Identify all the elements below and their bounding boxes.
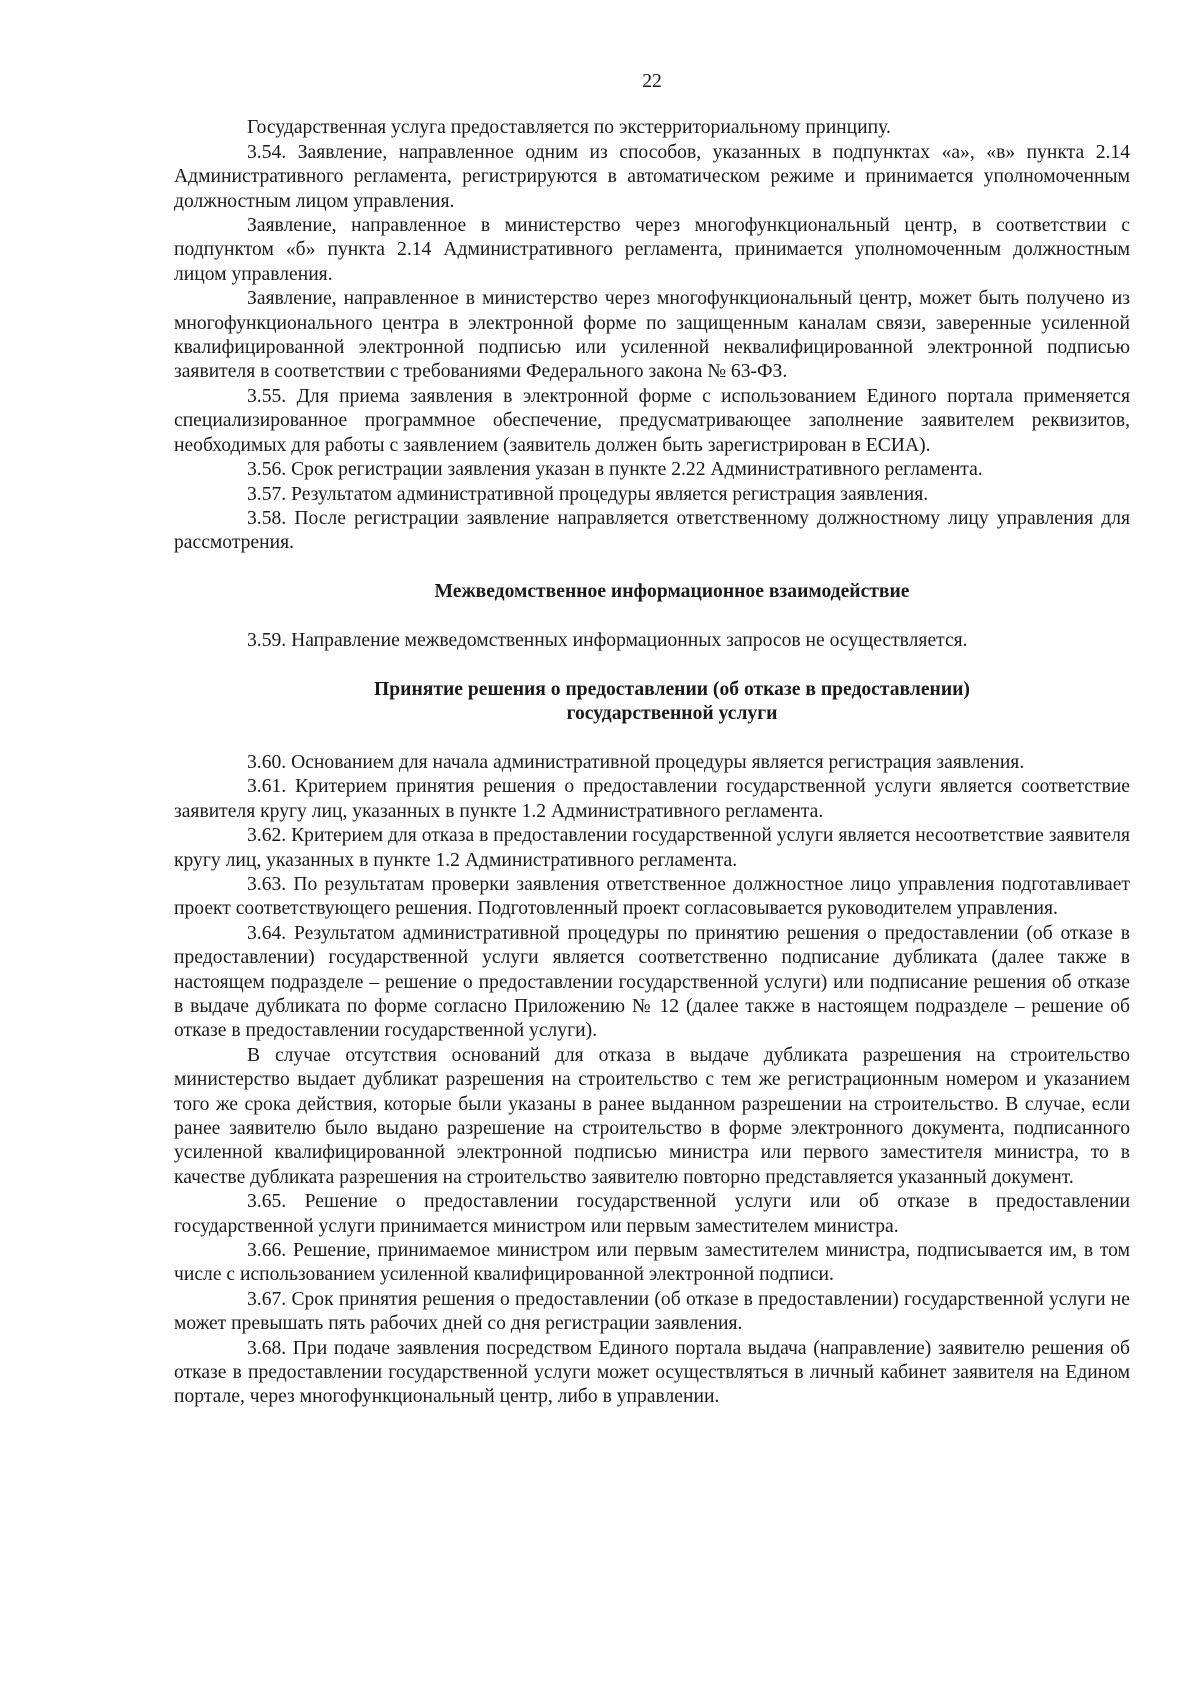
spacer [174, 605, 1130, 629]
spacer [174, 653, 1130, 677]
document-page [174, 70, 1130, 1410]
spacer [174, 727, 1130, 751]
paragraph: Заявление, направленное в министерство через многофункциональный центр, может быть получено из многофункционального центра в электронной форме по защищенным каналам связи, заверенные усиленной квалифицированной электронной подписью или усиленной неквалифицированной электронной подписью заявителя в соответствии с требованиями Федерального закона № 63-ФЗ. [174, 288, 1130, 383]
paragraph: 3.66. Решение, принимаемое министром или первым заместителем министра, подписывается им, в том числе с использованием усиленной квалифицированной электронной подписи. [174, 1240, 1130, 1286]
document-body [174, 116, 1130, 1409]
paragraph: 3.68. При подаче заявления посредством Единого портала выдача (направление) заявителю решения об отказе в предоставлении государственной услуги может осуществляться в личный кабинет заявителя на Едином портале, через многофункциональный центр, либо в управлении. [174, 1337, 1130, 1408]
paragraph: 3.60. Основанием для начала административной процедуры является регистрация заявления. [247, 751, 1025, 773]
section-heading: Принятие решения о предоставлении (об отказе в предоставлении) [374, 678, 970, 700]
paragraph: 3.54. Заявление, направленное одним из способов, указанных в подпунктах «а», «в» пункта 2.14 Административного регламента, регистрируются в автоматическом режиме и принимается уполномоченным должностным лицом управления. [174, 141, 1130, 212]
paragraph: 3.56. Срок регистрации заявления указан в пункте 2.22 Административного регламента. [247, 459, 983, 481]
page-number: 22 [642, 71, 662, 92]
section-heading: государственной услуги [566, 703, 778, 725]
section-heading: Межведомственное информационное взаимодействие [434, 581, 910, 603]
paragraph: В случае отсутствия оснований для отказа в выдаче дубликата разрешения на строительство министерство выдает дубликат разрешения на строительство с тем же регистрационным номером и указанием того же срока действия, которые были указаны в ранее выданном разрешении на строительство. В случае, если ранее заявителю было выдано разрешение на строительство в форме электронного документа, подписанного усиленной квалифицированной электронной подписью министра или первого заместителя министра, то в качестве дубликата разрешения на строительство заявителю повторно представляется указанный документ. [174, 1044, 1130, 1188]
spacer [174, 556, 1130, 580]
paragraph: 3.62. Критерием для отказа в предоставлении государственной услуги является несоответствие заявителя кругу лиц, указанных в пункте 1.2 Административного регламента. [174, 825, 1130, 871]
paragraph: 3.61. Критерием принятия решения о предоставлении государственной услуги является соответствие заявителя кругу лиц, указанных в пункте 1.2 Административного регламента. [174, 776, 1130, 822]
paragraph: 3.59. Направление межведомственных информационных запросов не осуществляется. [247, 629, 968, 651]
paragraph: Государственная услуга предоставляется по экстерриториальному принципу. [247, 117, 891, 139]
paragraph: 3.64. Результатом административной процедуры по принятию решения о предоставлении (об отказе в предоставлении) государственной услуги является соответственно подписание дубликата (далее также в настоящем подразделе – решение о предоставлении государственной услуги) или подписание решения об отказе в выдаче дубликата по форме согласно Приложению № 12 (далее также в настоящем подразделе – решение об отказе в предоставлении государственной услуги). [174, 922, 1130, 1042]
paragraph: Заявление, направленное в министерство через многофункциональный центр, в соответствии с подпунктом «б» пункта 2.14 Административного регламента, принимается уполномоченным должностным лицом управления. [174, 215, 1130, 285]
paragraph: 3.55. Для приема заявления в электронной форме с использованием Единого портала применяется специализированное программное обеспечение, предусматривающее заполнение заявителем реквизитов, необходимых для работы с заявлением (заявитель должен быть зарегистрирован в ЕСИА). [174, 385, 1130, 456]
paragraph: 3.65. Решение о предоставлении государственной услуги или об отказе в предоставлении государственной услуги принимается министром или первым заместителем министра. [174, 1191, 1130, 1237]
paragraph: 3.67. Срок принятия решения о предоставлении (об отказе в предоставлении) государственной услуги не может превышать пять рабочих дней со дня регистрации заявления. [174, 1288, 1130, 1335]
paragraph: 3.58. После регистрации заявление направляется ответственному должностному лицу управления для рассмотрения. [174, 507, 1130, 554]
paragraph: 3.63. По результатам проверки заявления ответственное должностное лицо управления подготавливает проект соответствующего решения. Подготовленный проект согласовывается руководителем управления. [174, 873, 1130, 920]
paragraph: 3.57. Результатом административной процедуры является регистрация заявления. [247, 483, 929, 505]
